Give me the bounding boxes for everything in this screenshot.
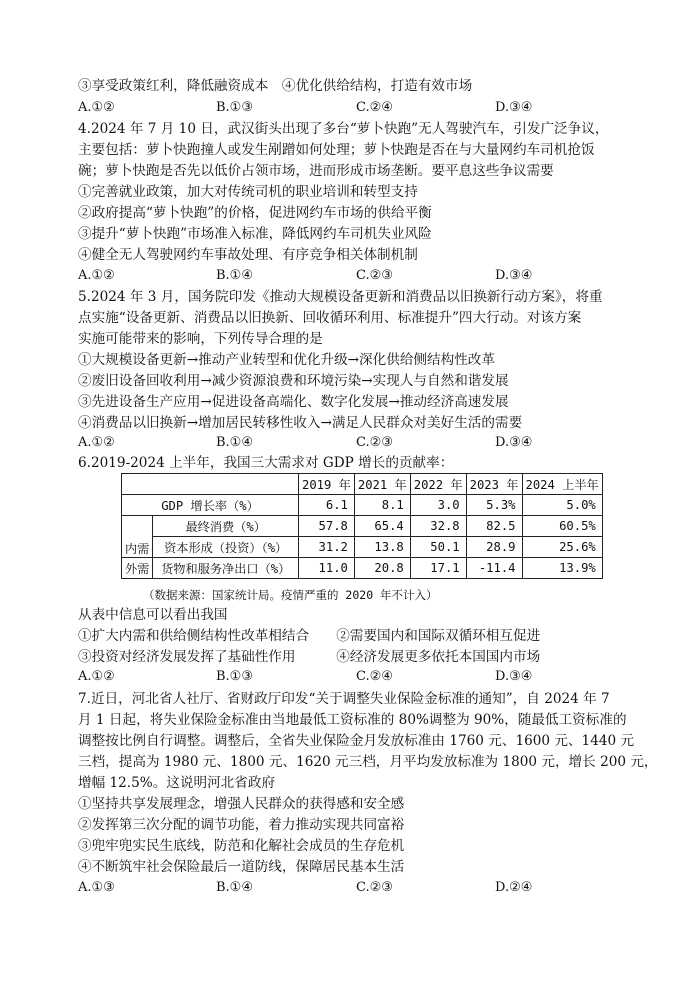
table-header-cell: 2021 年 bbox=[354, 474, 410, 495]
table-cell: 8.1 bbox=[354, 495, 410, 516]
table-cell: 13.9% bbox=[522, 558, 602, 579]
q7-option: ①坚持共享发展理念，增强人民群众的获得感和安全感 bbox=[78, 796, 405, 812]
q5-choice-a: A.①② bbox=[78, 435, 115, 450]
table-cell: 50.1 bbox=[410, 537, 466, 558]
q7-stem-line: 7.近日，河北省人社厅、省财政厅印发“关于调整失业保险金标准的通知”，自 2024 年 7 bbox=[78, 691, 610, 707]
table-cell: 6.1 bbox=[299, 495, 355, 516]
q7-choice-a: A.①③ bbox=[78, 880, 115, 895]
table-row bbox=[122, 495, 603, 516]
consumption-label: 最终消费（%） bbox=[153, 516, 299, 537]
q5-option: ④消费品以旧换新→增加居民转移性收入→满足人民群众对美好生活的需要 bbox=[78, 415, 523, 431]
q7-option: ②发挥第三次分配的调节功能，着力推动实现共同富裕 bbox=[78, 817, 405, 833]
table-row bbox=[122, 558, 603, 579]
table-cell: 31.2 bbox=[299, 537, 355, 558]
q6-option: ①扩大内需和供给侧结构性改革相结合 ②需要国内和国际双循环相互促进 bbox=[78, 628, 541, 644]
gdp-growth-label: GDP 增长率（%） bbox=[122, 495, 299, 516]
q5-stem-line: 点实施“设备更新、消费品以旧换新、回收循环利用、标准提升”四大行动。对该方案 bbox=[78, 310, 582, 326]
q5-choice-d: D.③④ bbox=[495, 435, 533, 450]
q4-option: ③提升“萝卜快跑”市场准入标准，降低网约车司机失业风险 bbox=[78, 226, 432, 242]
table-source-note: （数据来源：国家统计局。疫情严重的 2020 年不计入） bbox=[143, 588, 438, 602]
q6-choice-d: D.③④ bbox=[495, 669, 533, 684]
q6-choice-b: B.①③ bbox=[216, 669, 253, 684]
capital-formation-label: 资本形成（投资）（%） bbox=[153, 537, 299, 558]
table-cell: 65.4 bbox=[354, 516, 410, 537]
external-demand-label: 外需 bbox=[122, 558, 153, 579]
q6-stem-line: 从表中信息可以看出我国 bbox=[78, 607, 228, 623]
table-row bbox=[122, 516, 603, 537]
q5-choice-b: B.①④ bbox=[216, 435, 253, 450]
q7-choice-c: C.②③ bbox=[356, 880, 393, 895]
table-cell: 25.6% bbox=[522, 537, 602, 558]
q5-option: ③先进设备生产应用→促进设备高端化、数字化发展→推动经济高速发展 bbox=[78, 394, 509, 410]
table-cell: 3.0 bbox=[410, 495, 466, 516]
q7-stem-line: 月 1 日起，将失业保险金标准由当地最低工资标准的 80%调整为 90%，随最低工资标准的 bbox=[78, 712, 627, 728]
gdp-contribution-table bbox=[121, 473, 603, 579]
q3-choice-b: B.①③ bbox=[216, 100, 253, 115]
q6-stem-line: 6.2019-2024 上半年，我国三大需求对 GDP 增长的贡献率： bbox=[78, 455, 454, 471]
table-cell: 17.1 bbox=[410, 558, 466, 579]
q3-line: ③享受政策红利，降低融资成本 ④优化供给结构，打造有效市场 bbox=[78, 78, 473, 94]
q4-choice-b: B.①④ bbox=[216, 268, 253, 283]
q7-stem-line: 调整按比例自行调整。调整后，全省失业保险金月发放标准由 1760 元、1600 元、1440 元 bbox=[78, 733, 635, 749]
q7-stem-line: 三档，提高为 1980 元、1800 元、1620 元三档，月平均发放标准为 1800 元，增长 200 元， bbox=[78, 754, 658, 770]
table-header-cell: 2023 年 bbox=[466, 474, 522, 495]
q4-stem-line: 4.2024 年 7 月 10 日，武汉街头出现了多台“萝卜快跑”无人驾驶汽车，引发广泛争议， bbox=[78, 121, 609, 137]
q4-choice-c: C.②③ bbox=[356, 268, 393, 283]
q5-stem-line: 5.2024 年 3 月，国务院印发《推动大规模设备更新和消费品以旧换新行动方案》，将重 bbox=[78, 289, 603, 305]
q4-option: ①完善就业政策，加大对传统司机的职业培训和转型支持 bbox=[78, 184, 418, 200]
q4-option: ②政府提高“萝卜快跑”的价格，促进网约车市场的供给平衡 bbox=[78, 205, 432, 221]
table-cell: 60.5% bbox=[522, 516, 602, 537]
q7-stem-line: 增幅 12.5%。这说明河北省政府 bbox=[78, 775, 276, 791]
q7-choice-b: B.①④ bbox=[216, 880, 253, 895]
q7-option: ④不断筑牢社会保险最后一道防线，保障居民基本生活 bbox=[78, 859, 405, 875]
table-header-cell: 2024 上半年 bbox=[522, 474, 602, 495]
q4-choice-a: A.①② bbox=[78, 268, 115, 283]
q3-choice-d: D.③④ bbox=[495, 100, 533, 115]
domestic-demand-label: 内需 bbox=[122, 516, 153, 558]
q3-choice-c: C.②④ bbox=[356, 100, 393, 115]
table-cell: 82.5 bbox=[466, 516, 522, 537]
q5-option: ②废旧设备回收利用→减少资源浪费和环境污染→实现人与自然和谐发展 bbox=[78, 373, 509, 389]
q4-stem-line: 碗；萝卜快跑是否先以低价占领市场，进而形成市场垄断。要平息这些争议需要 bbox=[78, 163, 554, 179]
table-corner-cell bbox=[122, 474, 299, 495]
table-cell: 28.9 bbox=[466, 537, 522, 558]
q4-stem-line: 主要包括：萝卜快跑撞人或发生剐蹭如何处理；萝卜快跑是否在与大量网约车司机抢饭 bbox=[78, 142, 595, 158]
table-cell: 32.8 bbox=[410, 516, 466, 537]
table-header-row bbox=[122, 474, 603, 495]
table-cell: 5.3% bbox=[466, 495, 522, 516]
table-cell: 20.8 bbox=[354, 558, 410, 579]
q6-option: ③投资对经济发展发挥了基础性作用 ④经济发展更多依托本国国内市场 bbox=[78, 649, 541, 665]
table-cell: 11.0 bbox=[299, 558, 355, 579]
table-cell: 13.8 bbox=[354, 537, 410, 558]
q5-option: ①大规模设备更新→推动产业转型和优化升级→深化供给侧结构性改革 bbox=[78, 352, 495, 368]
table-cell: 57.8 bbox=[299, 516, 355, 537]
table-cell: 5.0% bbox=[522, 495, 602, 516]
q6-choice-a: A.①② bbox=[78, 669, 115, 684]
q5-stem-line: 实施可能带来的影响，下列传导合理的是 bbox=[78, 331, 323, 347]
q4-choice-d: D.③④ bbox=[495, 268, 533, 283]
table-cell: -11.4 bbox=[466, 558, 522, 579]
q7-option: ③兜牢兜实民生底线，防范和化解社会成员的生存危机 bbox=[78, 838, 405, 854]
q5-choice-c: C.②③ bbox=[356, 435, 393, 450]
q7-choice-d: D.②④ bbox=[495, 880, 533, 895]
net-exports-label: 货物和服务净出口（%） bbox=[153, 558, 299, 579]
q6-choice-c: C.②④ bbox=[356, 669, 393, 684]
table-header-cell: 2019 年 bbox=[299, 474, 355, 495]
table-header-cell: 2022 年 bbox=[410, 474, 466, 495]
q3-choice-a: A.①② bbox=[78, 100, 115, 115]
table-row bbox=[122, 537, 603, 558]
q4-option: ④健全无人驾驶网约车事故处理、有序竞争相关体制机制 bbox=[78, 247, 418, 263]
